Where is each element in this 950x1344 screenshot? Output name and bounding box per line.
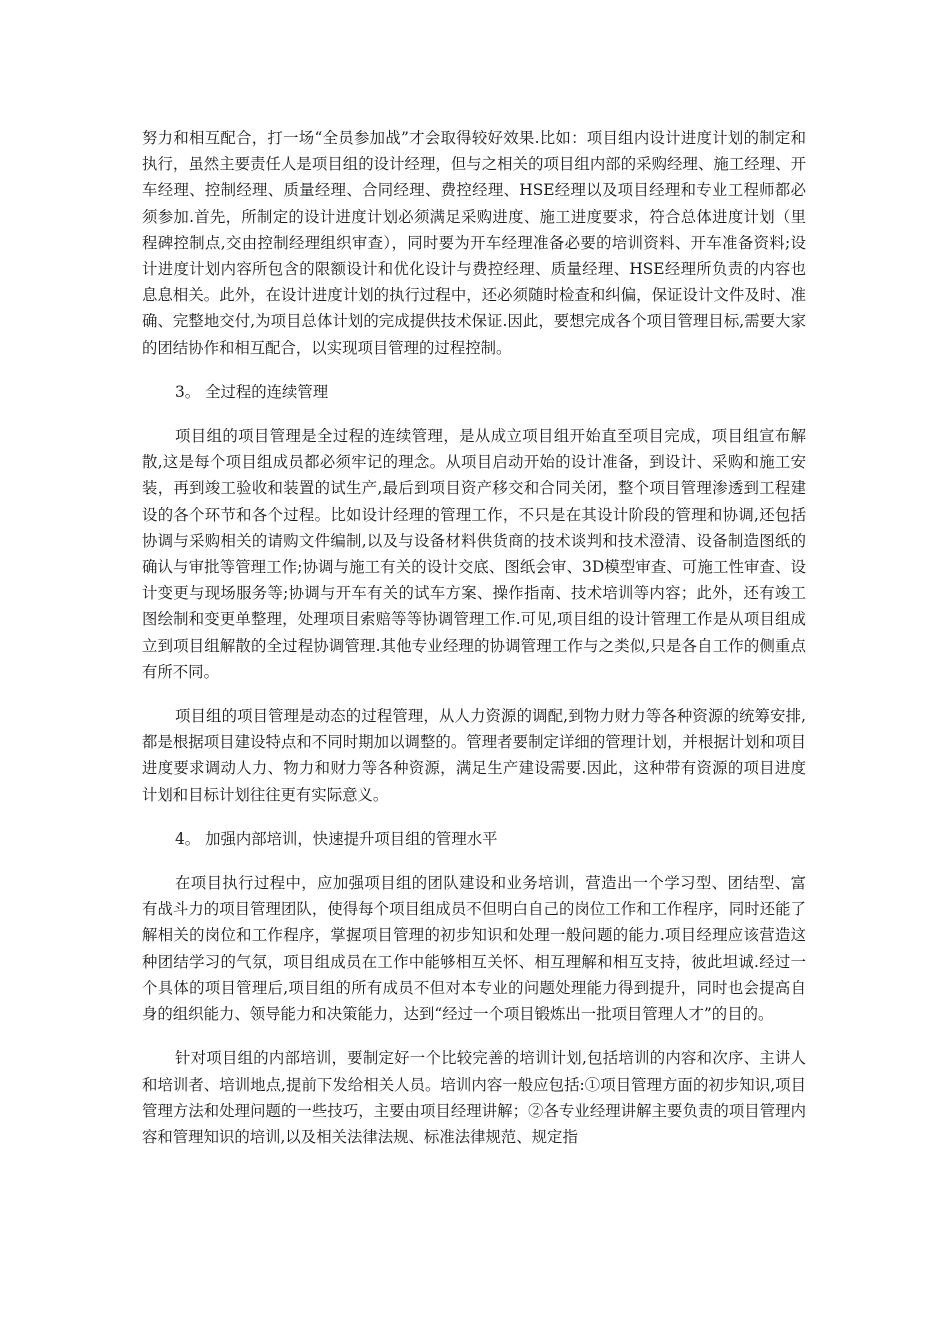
spacer [142,852,806,870]
section-heading-3: 3。 全过程的连续管理 [175,382,329,401]
spacer [142,361,806,379]
section-heading-4: 4。 加强内部培训，快速提升项目组的管理水平 [175,829,498,848]
paragraph-team-cooperation: 努力和相互配合，打一场“全员参加战”才会取得较好效果.比如：项目组内设计进度计划的制定和执行，虽然主要责任人是项目组的设计经理，但与之相关的项目组内部的采购经理、施工经理、开车经理、控制经理、质量经理、合同经理、费控经理、HSE经理以及项目经理和专业工程师都必须参加.首先，所制定的设计进度计划必须满足采购进度、施工进度要求，符合总体进度计划（里程碑控制点,交由控制经理组织审查），同时要为开车经理准备必要的培训资料、开车准备资料;设计进度计划内容所包含的限额设计和优化设计与费控经理、质量经理、HSE经理所负责的内容也息息相关。此外，在设计进度计划的执行过程中，还必须随时检查和纠偏，保证设计文件及时、准确、完整地交付,为项目总体计划的完成提供技术保证.因此，要想完成各个项目管理目标,需要大家的团结协作和相互配合，以实现项目管理的过程控制。 [142,129,806,357]
document-page [142,125,806,1150]
paragraph-continuous-management: 项目组的项目管理是全过程的连续管理，是从成立项目组开始直至项目完成，项目组宣布解散,这是每个项目组成员都必须牢记的理念。从项目启动开始的设计准备，到设计、采购和施工安装，再到竣工验收和装置的试生产,最后到项目资产移交和合同关闭，整个项目管理渗透到工程建设的各个环节和各个过程。比如设计经理的管理工作，不只是在其设计阶段的管理和协调,还包括协调与采购相关的请购文件编制,以及与设备材料供货商的技术谈判和技术澄清、设备制造图纸的确认与审批等管理工作;协调与施工有关的设计交底、图纸会审、3D模型审查、可施工性审查、设计变更与现场服务等;协调与开车有关的试车方案、操作指南、技术培训等内容；此外，还有竣工图绘制和变更单整理，处理项目索赔等等协调管理工作.可见,项目组的设计管理工作是从项目组成立到项目组解散的全过程协调管理.其他专业经理的协调管理工作与之类似,只是各自工作的侧重点有所不同。 [142,427,806,681]
spacer [142,405,806,423]
paragraph-dynamic-management: 项目组的项目管理是动态的过程管理，从人力资源的调配,到物力财力等各种资源的统筹安排,都是根据项目建设特点和不同时期加以调整的。管理者要制定详细的管理计划，并根据计划和项目进度要求调动人力、物力和财力等各种资源，满足生产建设需要.因此，这种带有资源的项目进度计划和目标计划往往更有实际意义。 [142,707,806,804]
spacer [142,1027,806,1045]
paragraph-internal-training: 针对项目组的内部培训，要制定好一个比较完善的培训计划,包括培训的内容和次序、主讲人和培训者、培训地点,提前下发给相关人员。培训内容一般应包括:①项目管理方面的初步知识,项目管理方法和处理问题的一些技巧，主要由项目经理讲解；②各专业经理讲解主要负责的项目管理内容和管理知识的培训,以及相关法律法规、标准法律规范、规定指 [142,1049,806,1146]
spacer [142,685,806,703]
paragraph-team-building: 在项目执行过程中，应加强项目组的团队建设和业务培训，营造出一个学习型、团结型、富有战斗力的项目管理团队，使得每个项目组成员不但明白自己的岗位工作和工作程序，同时还能了解相关的岗位和工作程序，掌握项目管理的初步知识和处理一般问题的能力.项目经理应该营造这种团结学习的气氛，项目组成员在工作中能够相互关怀、相互理解和相互支持，彼此坦诚.经过一个具体的项目管理后,项目组的所有成员不但对本专业的问题处理能力得到提升，同时也会提高自身的组织能力、领导能力和决策能力，达到“经过一个项目锻炼出一批项目管理人才”的目的。 [142,874,806,1024]
spacer [142,808,806,826]
